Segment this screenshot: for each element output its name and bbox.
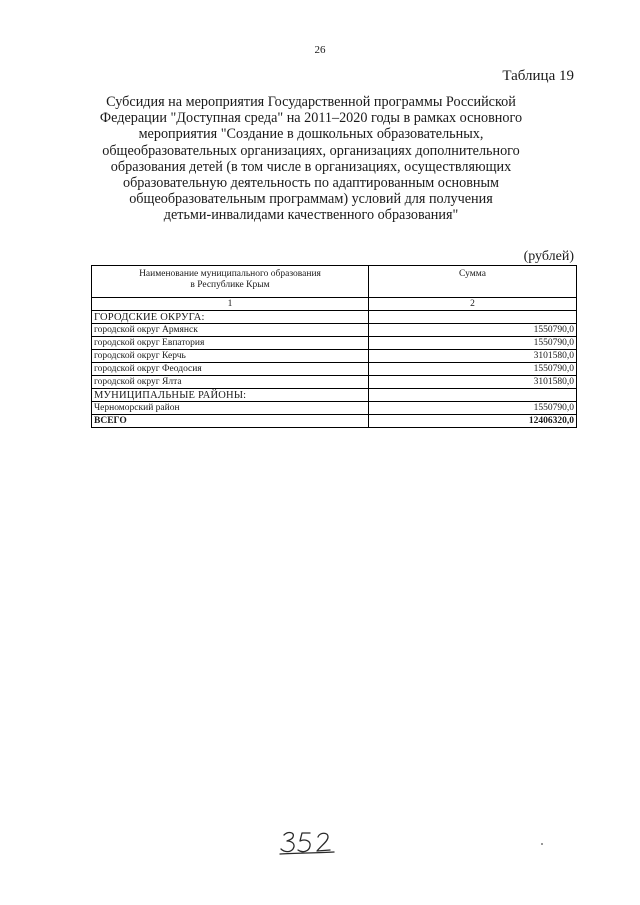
- header-name-line: Наименование муниципального образования: [139, 269, 321, 279]
- subsidy-table: [91, 265, 577, 428]
- table-row: [92, 363, 577, 376]
- column-number: 2: [369, 298, 577, 311]
- table-row: [92, 350, 577, 363]
- handwritten-page-number: [278, 826, 358, 856]
- empty-cell: [369, 311, 577, 324]
- section-row-municipal-districts: [92, 389, 577, 402]
- header-name-line: в Республике Крым: [190, 280, 270, 290]
- total-row: [92, 415, 577, 428]
- amount-value: 3101580,0: [369, 376, 577, 389]
- municipality-name: городской округ Армянск: [92, 324, 369, 337]
- table-row: [92, 337, 577, 350]
- municipality-name: городской округ Ялта: [92, 376, 369, 389]
- amount-value: 3101580,0: [369, 350, 577, 363]
- amount-value: 1550790,0: [369, 402, 577, 415]
- table-row: [92, 402, 577, 415]
- section-title: ГОРОДСКИЕ ОКРУГА:: [92, 311, 369, 324]
- title-line: образования детей (в том числе в организациях, осуществляющих: [110, 158, 512, 175]
- column-number-row: [92, 298, 577, 311]
- document-title: [96, 94, 526, 224]
- title-line: детьми-инвалидами качественного образования": [163, 207, 459, 224]
- section-row-city-districts: [92, 311, 577, 324]
- amount-value: 1550790,0: [369, 337, 577, 350]
- amount-value: 1550790,0: [369, 324, 577, 337]
- municipality-name: городской округ Евпатория: [92, 337, 369, 350]
- municipality-name: Черноморский район: [92, 402, 369, 415]
- title-line: Субсидия на мероприятия Государственной программы Российской: [106, 94, 516, 110]
- section-title: МУНИЦИПАЛЬНЫЕ РАЙОНЫ:: [92, 389, 369, 402]
- title-line: общеобразовательным программам) условий для получения: [129, 191, 493, 208]
- table-row: [92, 376, 577, 389]
- total-value: 12406320,0: [369, 415, 577, 428]
- scan-dot: [541, 843, 543, 845]
- table-label: Таблица 19: [502, 68, 574, 84]
- header-amount-column: Сумма: [369, 266, 577, 298]
- table-row: [92, 324, 577, 337]
- title-line: общеобразовательных организациях, организациях дополнительного: [102, 142, 520, 159]
- title-line: мероприятия "Создание в дошкольных образовательных,: [138, 126, 484, 143]
- municipality-name: городской округ Керчь: [92, 350, 369, 363]
- municipality-name: городской округ Феодосия: [92, 363, 369, 376]
- title-line: Федерации "Доступная среда" на 2011–2020 годы в рамках основного: [99, 110, 523, 127]
- empty-cell: [369, 389, 577, 402]
- amount-value: 1550790,0: [369, 363, 577, 376]
- unit-label: (рублей): [523, 249, 574, 264]
- title-line: образовательную деятельность по адаптированным основным: [123, 175, 499, 192]
- table-header-row: [92, 266, 577, 298]
- header-name-column: [92, 266, 369, 298]
- total-label: ВСЕГО: [92, 415, 369, 428]
- column-number: 1: [92, 298, 369, 311]
- page-number: 26: [314, 44, 326, 56]
